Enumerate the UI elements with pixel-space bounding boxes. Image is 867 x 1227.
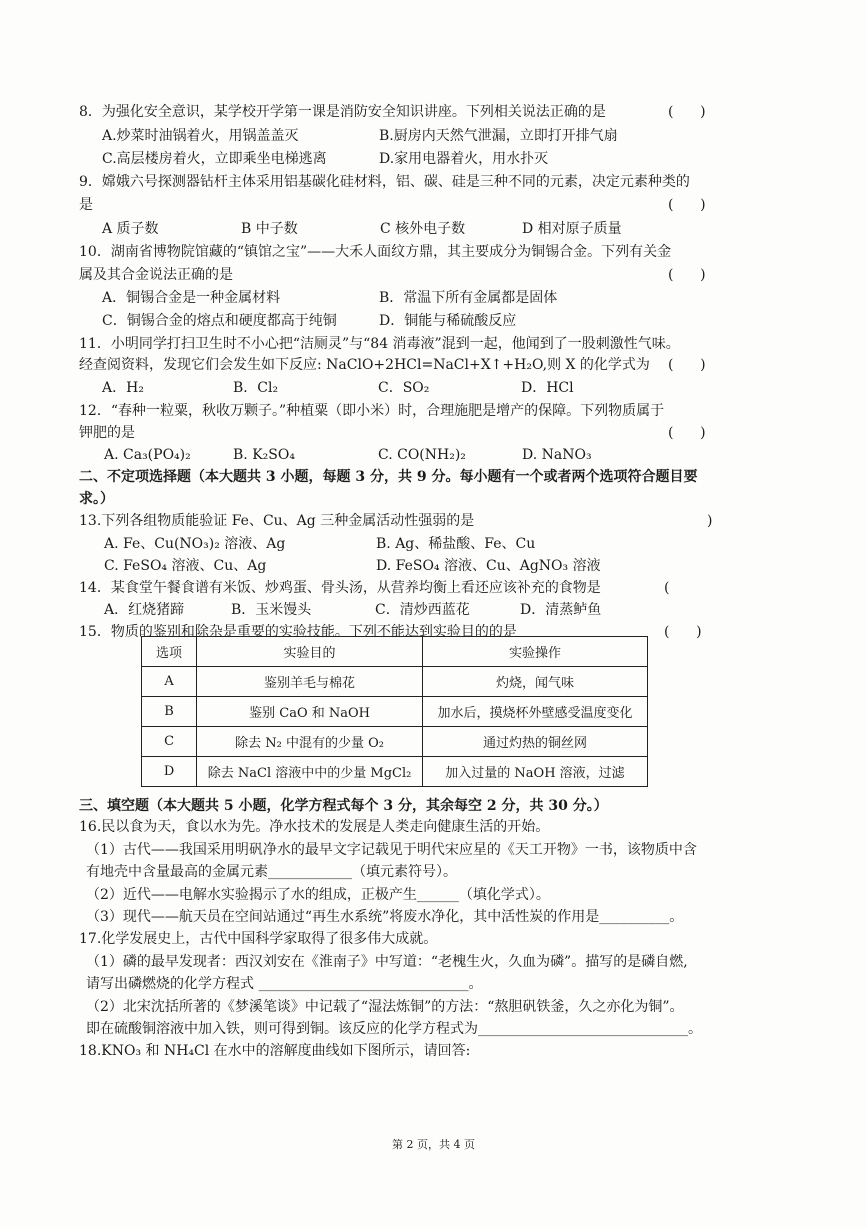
q8-option-b: B.厨房内天然气泄漏，立即打开排气扇 xyxy=(379,128,618,144)
q18-stem: 18.KNO₃ 和 NH₄Cl 在水中的溶解度曲线如下图所示，请回答: xyxy=(79,1043,471,1059)
table-header-row xyxy=(142,637,648,667)
q9-option-a: A 质子数 xyxy=(102,221,159,237)
table-header-cell: 实验操作 xyxy=(423,637,648,667)
q15-stem: 15．物质的鉴别和除杂是重要的实验技能。下列不能达到实验目的的是 xyxy=(79,624,517,640)
q12-option-b: B. K₂SO₄ xyxy=(233,447,295,463)
section2-heading-line2: 求。） xyxy=(79,491,114,507)
q11-stem-line1: 11．小明同学打扫卫生时不小心把“洁厕灵”与“84 消毒液”混到一起，他闻到了一股刺激性气味。 xyxy=(79,336,680,352)
table-cell: 除去 N₂ 中混有的少量 O₂ xyxy=(197,727,423,757)
q10-option-a: A．铜锡合金是一种金属材料 xyxy=(102,290,281,306)
q13-option-a: A. Fe、Cu(NO₃)₂ 溶液、Ag xyxy=(104,536,286,552)
q9-option-d: D 相对原子质量 xyxy=(522,221,622,237)
table-cell: 灼烧，闻气味 xyxy=(423,667,648,697)
q11-answer-blank: ( ) xyxy=(668,357,706,373)
q16-part1-line2: 有地壳中含量最高的金属元素____________（填元素符号）。 xyxy=(86,864,457,880)
q16-stem: 16.民以食为天，食以水为先。净水技术的发展是人类走向健康生活的开始。 xyxy=(79,819,550,835)
q8-option-c: C.高层楼房着火，立即乘坐电梯逃离 xyxy=(102,151,327,167)
q10-option-d: D．铜能与稀硫酸反应 xyxy=(379,313,517,329)
q11-option-a: A．H₂ xyxy=(102,380,144,396)
q12-option-a: A. Ca₃(PO₄)₂ xyxy=(104,447,191,463)
table-cell: 鉴别羊毛与棉花 xyxy=(197,667,423,697)
q12-stem-line2: 钾肥的是 xyxy=(79,425,135,441)
table-cell: 加入过量的 NaOH 溶液，过滤 xyxy=(423,757,648,787)
table-row xyxy=(142,697,648,727)
q9-option-b: B 中子数 xyxy=(241,221,298,237)
q9-stem-line2: 是 xyxy=(79,197,93,213)
table-cell: B xyxy=(142,697,197,727)
q16-part3: （3）现代——航天员在空间站通过“再生水系统”将废水净化，其中活性炭的作用是__________。 xyxy=(86,909,684,925)
q8-option-a: A.炒菜时油锅着火，用锅盖盖灭 xyxy=(102,128,299,144)
q10-option-c: C．铜锡合金的熔点和硬度都高于纯铜 xyxy=(102,313,337,329)
q17-stem: 17.化学发展史上，古代中国科学家取得了很多伟大成就。 xyxy=(79,931,438,947)
q14-option-a: A．红烧猪蹄 xyxy=(104,602,185,618)
section2-heading-line1: 二、不定项选择题（本大题共 3 小题，每题 3 分，共 9 分。每小题有一个或者两个选项符合题目要 xyxy=(79,469,698,485)
q12-answer-blank: ( ) xyxy=(668,425,706,441)
q13-stem: 13.下列各组物质能验证 Fe、Cu、Ag 三种金属活动性强弱的是 xyxy=(79,513,475,529)
table-cell: C xyxy=(142,727,197,757)
table-row xyxy=(142,667,648,697)
q17-part2-line2: 即在硫酸铜溶液中加入铁，则可得到铜。该反应的化学方程式为______________________________。 xyxy=(86,1021,702,1037)
q17-part2-line1: （2）北宋沈括所著的《梦溪笔谈》中记载了“湿法炼铜”的方法：“熬胆矾铁釜，久之亦化为铜”。 xyxy=(86,999,684,1015)
q13-option-c: C. FeSO₄ 溶液、Cu、Ag xyxy=(104,558,267,574)
q13-option-b: B. Ag、稀盐酸、Fe、Cu xyxy=(376,536,536,552)
q8-option-d: D.家用电器着火，用水扑灭 xyxy=(379,151,549,167)
q13-option-d: D. FeSO₄ 溶液、Cu、AgNO₃ 溶液 xyxy=(376,558,601,574)
q17-part1-line2: 请写出磷燃烧的化学方程式 ______________________________。 xyxy=(86,976,483,992)
q14-stem: 14．某食堂午餐食谱有米饭、炒鸡蛋、骨头汤，从营养均衡上看还应该补充的食物是 xyxy=(79,580,601,596)
q17-part1-line1: （1）磷的最早发现者：西汉刘安在《淮南子》中写道：“老槐生火，久血为磷”。描写的是磷自燃, xyxy=(86,954,688,970)
q13-answer-blank: ) xyxy=(707,513,713,529)
experiment-table xyxy=(141,636,648,787)
table-cell: 鉴别 CaO 和 NaOH xyxy=(197,697,423,727)
q8-stem: 8．为强化安全意识，某学校开学第一课是消防安全知识讲座。下列相关说法正确的是 xyxy=(79,104,606,120)
q16-part2: （2）近代——电解水实验揭示了水的组成，正极产生______（填化学式）。 xyxy=(86,887,550,903)
q14-answer-blank: ( xyxy=(664,580,670,596)
section3-heading: 三、填空题（本大题共 5 小题，化学方程式每个 3 分，其余每空 2 分，共 30 分。） xyxy=(79,798,608,814)
q9-stem-line1: 9．嫦娥六号探测器钻杆主体采用铝基碳化硅材料，铝、碳、硅是三种不同的元素，决定元素种类的 xyxy=(79,174,690,190)
q11-stem-line2: 经查阅资料，发现它们会发生如下反应: NaClO+2HCl=NaCl+X↑+H₂O,则 X 的化学式为 xyxy=(79,357,650,373)
q10-option-b: B．常温下所有金属都是固体 xyxy=(379,290,558,306)
q9-option-c: C 核外电子数 xyxy=(380,221,466,237)
table-row xyxy=(142,757,648,787)
table-header-cell: 实验目的 xyxy=(197,637,423,667)
q8-answer-blank: ( ) xyxy=(668,104,706,120)
page-number: 第 2 页，共 4 页 xyxy=(392,1138,475,1151)
q12-option-d: D. NaNO₃ xyxy=(522,447,592,463)
q16-part1-line1: （1）古代——我国采用明矾净水的最早文字记载见于明代宋应星的《天工开物》一书，该物质中含 xyxy=(86,842,697,858)
q14-option-c: C．清炒西蓝花 xyxy=(375,602,470,618)
table-cell: 除去 NaCl 溶液中中的少量 MgCl₂ xyxy=(197,757,423,787)
q12-option-c: C. CO(NH₂)₂ xyxy=(378,447,466,463)
q9-answer-blank: ( ) xyxy=(668,197,706,213)
q14-option-b: B．玉米馒头 xyxy=(231,602,312,618)
q11-option-b: B．Cl₂ xyxy=(233,380,279,396)
table-cell: 加水后，摸烧杯外壁感受温度变化 xyxy=(423,697,648,727)
q11-option-c: C．SO₂ xyxy=(378,380,430,396)
table-cell: D xyxy=(142,757,197,787)
table-row xyxy=(142,727,648,757)
table-cell: A xyxy=(142,667,197,697)
table-header-cell: 选项 xyxy=(142,637,197,667)
q10-stem-line1: 10．湖南省博物院馆藏的“镇馆之宝”——大禾人面纹方鼎，其主要成分为铜锡合金。下列有关金 xyxy=(79,244,672,260)
q11-option-d: D．HCl xyxy=(521,380,574,396)
q15-answer-blank: ( ) xyxy=(664,624,702,640)
q10-stem-line2: 属及其合金说法正确的是 xyxy=(79,267,233,283)
q12-stem-line1: 12．“春种一粒粟，秋收万颗子。”种植粟（即小米）时，合理施肥是增产的保障。下列物质属于 xyxy=(79,403,665,419)
q14-option-d: D．清蒸鲈鱼 xyxy=(520,602,602,618)
table-cell: 通过灼热的铜丝网 xyxy=(423,727,648,757)
q10-answer-blank: ( ) xyxy=(668,267,706,283)
